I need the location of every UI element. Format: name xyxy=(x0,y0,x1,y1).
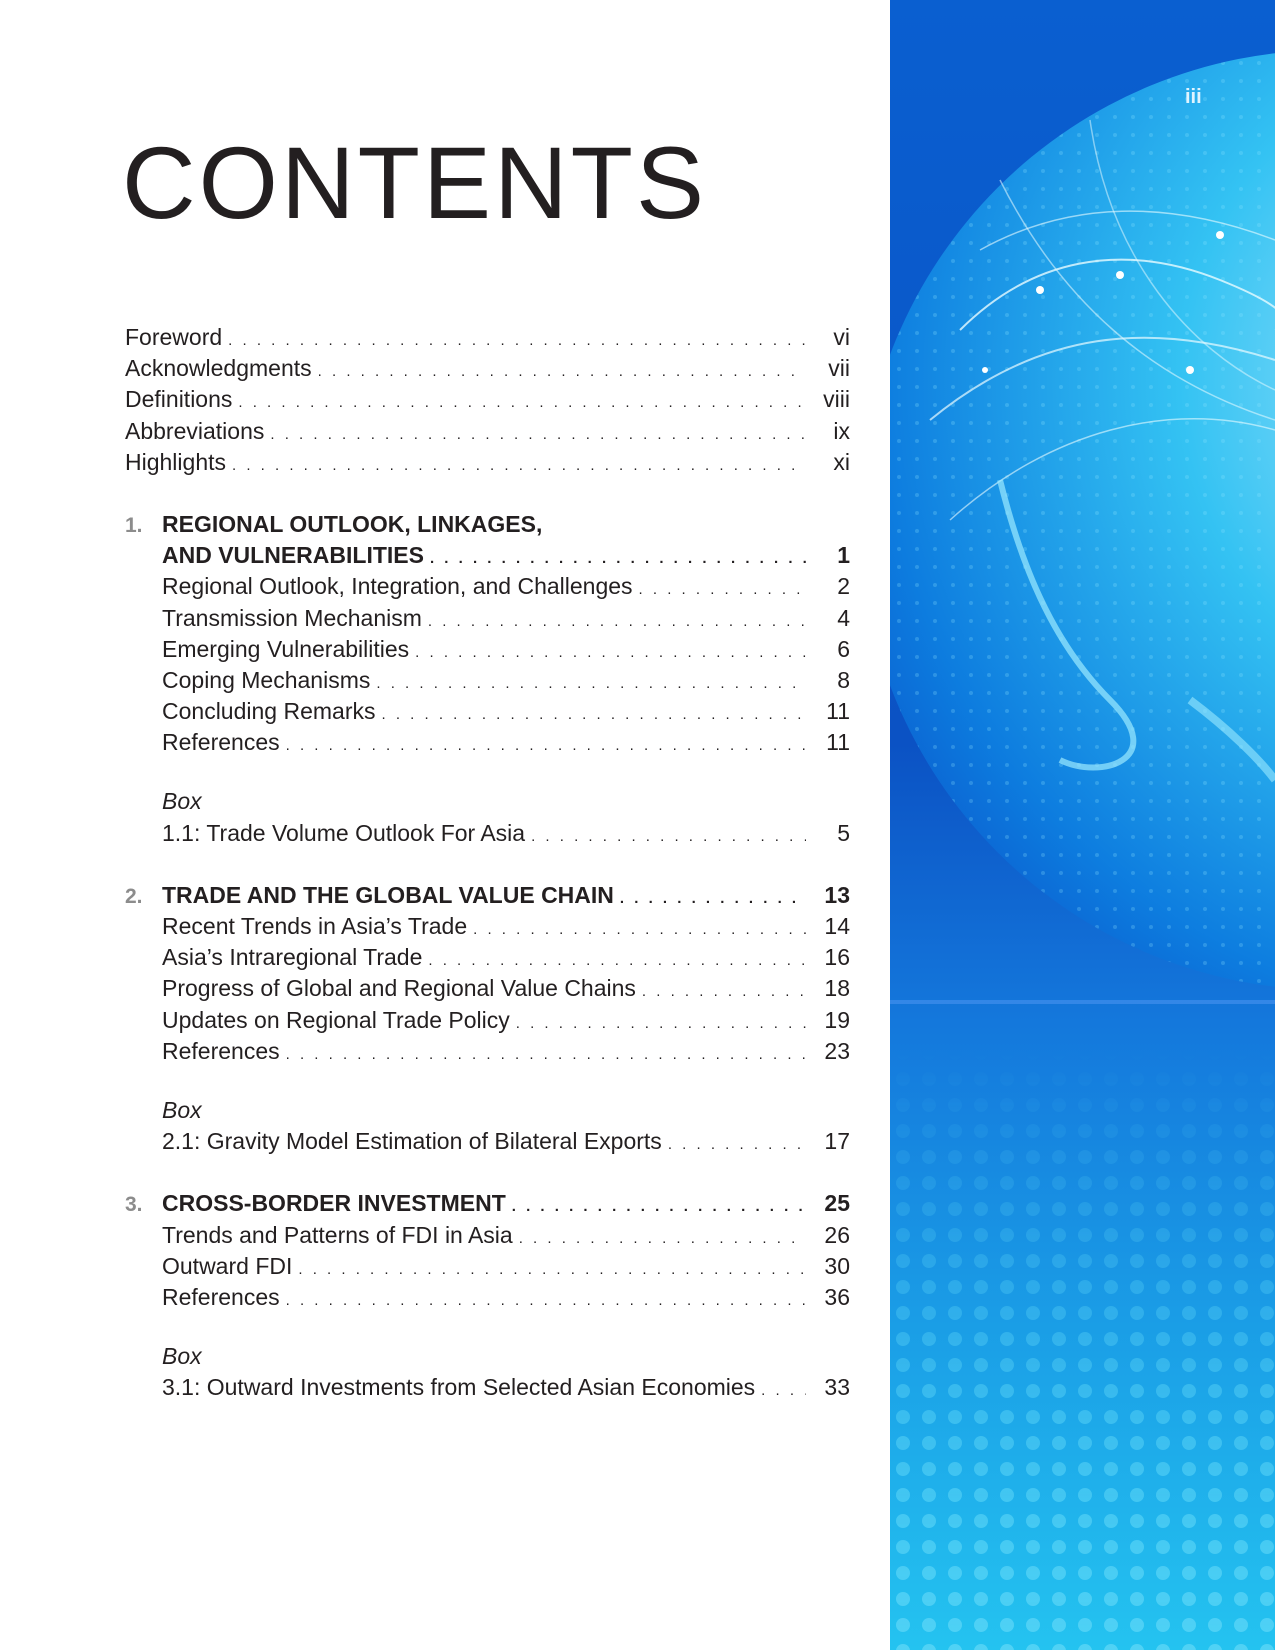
section-title: Trends and Patterns of FDI in Asia xyxy=(162,1221,513,1248)
chapter-3-heading[interactable] xyxy=(125,1188,850,1219)
toc-entry-title: Acknowledgments xyxy=(125,355,312,382)
dot-leader xyxy=(428,606,806,637)
toc-box-entry[interactable] xyxy=(125,818,850,849)
dot-leader xyxy=(428,945,806,976)
box-label: Box xyxy=(162,1343,202,1370)
dot-leader xyxy=(286,1285,806,1316)
section-title: Progress of Global and Regional Value Chains xyxy=(162,975,636,1002)
section-page-number: 18 xyxy=(824,975,850,1002)
box-page-number: 33 xyxy=(824,1374,850,1401)
section-page-number: 8 xyxy=(837,666,850,693)
toc-page-number: xi xyxy=(833,448,850,475)
section-title: References xyxy=(162,1283,280,1310)
dot-leader xyxy=(473,914,806,945)
spacer xyxy=(125,849,850,880)
dot-leader xyxy=(415,637,806,668)
dot-leader xyxy=(531,821,806,852)
section-title: Updates on Regional Trade Policy xyxy=(162,1006,510,1033)
toc-entry-title: Foreword xyxy=(125,324,223,350)
section-page-number: 36 xyxy=(824,1283,850,1310)
dot-leader xyxy=(298,1254,806,1285)
toc-page-number: vi xyxy=(833,324,850,350)
section-page-number: 19 xyxy=(824,1006,850,1033)
dot-leader xyxy=(639,574,806,605)
spacer xyxy=(125,1157,850,1188)
toc-section-entry[interactable] xyxy=(125,1282,850,1313)
dot-leader xyxy=(642,976,806,1007)
section-page-number: 16 xyxy=(824,944,850,971)
chapter-page-number: 25 xyxy=(824,1190,850,1217)
dot-leader xyxy=(519,1223,806,1254)
toc-section-entry[interactable] xyxy=(125,571,850,602)
dot-leader xyxy=(318,356,806,387)
toc-box-entry[interactable] xyxy=(125,1126,850,1157)
toc-section-entry[interactable] xyxy=(125,696,850,727)
section-title: Emerging Vulnerabilities xyxy=(162,635,410,662)
toc-section-entry[interactable] xyxy=(125,911,850,942)
chapter-page-number: 13 xyxy=(824,881,850,908)
dot-leader xyxy=(512,1191,806,1222)
dot-leader xyxy=(381,699,806,730)
section-title: Recent Trends in Asia’s Trade xyxy=(162,913,468,939)
chapter-page-number: 1 xyxy=(837,542,850,569)
dot-leader xyxy=(620,883,806,914)
table-of-contents xyxy=(125,322,850,1403)
section-title: Transmission Mechanism xyxy=(162,604,422,631)
box-page-number: 17 xyxy=(824,1128,850,1155)
dot-leader xyxy=(232,450,806,481)
toc-entry-definitions[interactable] xyxy=(125,384,850,415)
spacer xyxy=(125,758,850,786)
chapter-1-heading-line-2[interactable] xyxy=(125,540,850,571)
section-page-number: 2 xyxy=(837,573,850,600)
dot-leader xyxy=(286,1039,806,1070)
toc-entry-title: Abbreviations xyxy=(125,417,265,444)
dot-leader xyxy=(761,1375,806,1406)
section-title: References xyxy=(162,1037,280,1064)
section-page-number: 23 xyxy=(824,1037,850,1064)
section-title: Asia’s Intraregional Trade xyxy=(162,944,423,971)
dot-leader xyxy=(516,1008,806,1039)
chapter-2-heading[interactable] xyxy=(125,880,850,911)
section-page-number: 30 xyxy=(824,1252,850,1279)
chapter-number: 2. xyxy=(125,884,143,908)
globe-illustration-panel xyxy=(890,0,1275,1650)
toc-section-entry[interactable] xyxy=(125,634,850,665)
dot-leader xyxy=(430,543,806,574)
toc-section-entry[interactable] xyxy=(125,1251,850,1282)
box-label: Box xyxy=(162,1096,202,1123)
toc-page-number: viii xyxy=(823,386,850,413)
section-title: References xyxy=(162,729,280,756)
toc-entry-foreword[interactable] xyxy=(125,322,850,353)
toc-section-entry[interactable] xyxy=(125,1220,850,1251)
toc-section-entry[interactable] xyxy=(125,973,850,1004)
box-title: 1.1: Trade Volume Outlook For Asia xyxy=(162,819,526,846)
dot-leader xyxy=(376,668,806,699)
chapter-number: 3. xyxy=(125,1193,143,1217)
page-number: iii xyxy=(1185,86,1202,108)
chapter-title-line-2: AND VULNERABILITIES xyxy=(162,542,424,569)
globe-network-image xyxy=(890,0,1275,1650)
spacer xyxy=(125,478,850,509)
section-page-number: 11 xyxy=(826,698,850,725)
dot-leader xyxy=(238,387,806,418)
spacer xyxy=(125,1067,850,1095)
section-page-number: 4 xyxy=(837,604,850,631)
chapter-1-heading[interactable] xyxy=(125,509,850,540)
dot-leader xyxy=(270,419,806,450)
section-page-number: 26 xyxy=(824,1221,850,1248)
box-label: Box xyxy=(162,788,202,815)
chapter-title: CROSS-BORDER INVESTMENT xyxy=(162,1190,506,1217)
dot-leader xyxy=(286,730,806,761)
chapter-number: 1. xyxy=(125,513,143,537)
section-page-number: 14 xyxy=(824,913,850,939)
section-page-number: 11 xyxy=(826,729,850,756)
chapter-title-line-1: REGIONAL OUTLOOK, LINKAGES, xyxy=(162,510,543,537)
toc-entry-acknowledgments[interactable] xyxy=(125,353,850,384)
toc-entry-title: Definitions xyxy=(125,386,233,413)
toc-box-entry[interactable] xyxy=(125,1372,850,1403)
toc-section-entry[interactable] xyxy=(125,942,850,973)
section-page-number: 6 xyxy=(837,635,850,662)
toc-section-entry[interactable] xyxy=(125,603,850,634)
toc-page-number: vii xyxy=(828,355,850,382)
section-title: Concluding Remarks xyxy=(162,698,376,725)
section-title: Coping Mechanisms xyxy=(162,666,371,693)
toc-section-entry[interactable] xyxy=(125,1005,850,1036)
toc-section-entry[interactable] xyxy=(125,1036,850,1067)
toc-entry-title: Highlights xyxy=(125,448,226,475)
page-title: CONTENTS xyxy=(122,126,707,240)
dot-leader xyxy=(228,325,806,356)
toc-entry-highlights[interactable] xyxy=(125,447,850,478)
section-title: Outward FDI xyxy=(162,1252,293,1279)
box-page-number: 5 xyxy=(837,819,850,846)
toc-section-entry[interactable] xyxy=(125,665,850,696)
toc-page-number: ix xyxy=(833,417,850,444)
toc-section-entry[interactable] xyxy=(125,727,850,758)
spacer xyxy=(125,1313,850,1341)
box-title: 3.1: Outward Investments from Selected Asian Economies xyxy=(162,1374,756,1401)
dot-leader xyxy=(668,1129,806,1160)
section-title: Regional Outlook, Integration, and Challenges xyxy=(162,573,633,600)
box-title: 2.1: Gravity Model Estimation of Bilateral Exports xyxy=(162,1128,662,1155)
toc-entry-abbreviations[interactable] xyxy=(125,416,850,447)
chapter-title: TRADE AND THE GLOBAL VALUE CHAIN xyxy=(162,881,614,908)
